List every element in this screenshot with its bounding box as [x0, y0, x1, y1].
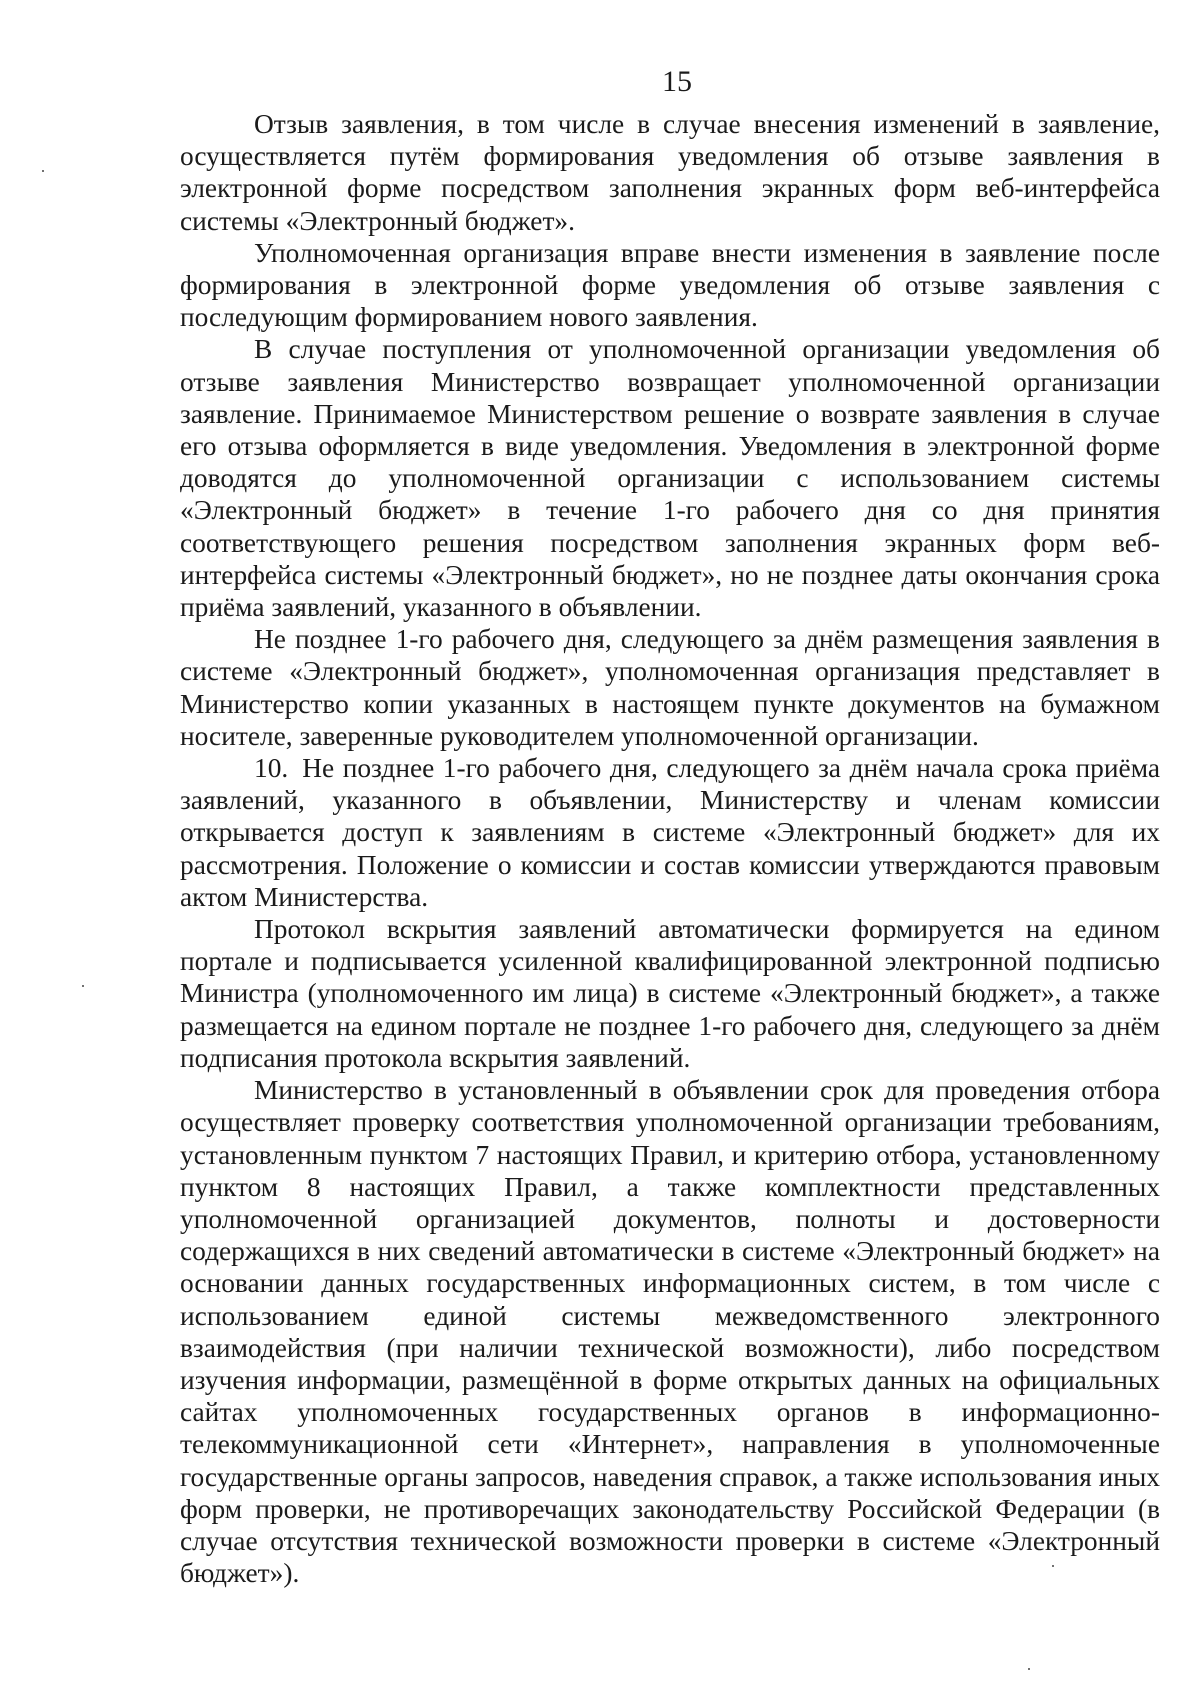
paragraph-opening-protocol	[180, 913, 1160, 1074]
paragraph-text: Протокол вскрытия заявлений автоматически формируется на едином портале и подписывается усиленной квалифицированной электронной подписью Министра (уполномоченного им лица) в системе «Электронный бюджет», а также размещается на едином портале не позднее 1-го рабочего дня, следующего за днём подписания протокола вскрытия заявлений.	[180, 914, 1160, 1073]
paragraph-text: Не позднее 1-го рабочего дня, следующего за днём начала срока приёма заявлений, указанного в объявлении, Министерству и членам комиссии открывается доступ к заявлениям в системе «Электронный бюджет» для их рассмотрения. Положение о комиссии и состав комиссии утверждаются правовым актом Министерства.	[180, 753, 1160, 912]
paragraph-revocation	[180, 108, 1160, 237]
paragraph-paper-copies	[180, 623, 1160, 752]
paragraph-verification	[180, 1074, 1160, 1589]
paragraph-text: Отзыв заявления, в том числе в случае внесения изменений в заявление, осуществляется путём формирования уведомления об отзыве заявления в электронной форме посредством заполнения экранных форм веб-интерфейса системы «Электронный бюджет».	[180, 109, 1160, 236]
paragraph-return-of-application	[180, 333, 1160, 623]
paragraph-text: Министерство в установленный в объявлении срок для проведения отбора осуществляет проверку соответствия уполномоченной организации требованиям, установленным пунктом 7 настоящих Правил, и критерию отбора, установленному пунктом 8 настоящих Правил, а также комплектности представленных уполномоченной организацией документов, полноты и достоверности содержащихся в них сведений автоматически в системе «Электронный бюджет» на основании данных государственных информационных систем, в том числе с использованием единой системы межведомственного электронного взаимодействия (при наличии технической возможности), либо посредством изучения информации, размещённой в форме открытых данных на официальных сайтах уполномоченных государственных органов в информационно-телекоммуникационной сети «Интернет», направления в уполномоченные государственные органы запросов, наведения справок, а также использования иных форм проверки, не противоречащих законодательству Российской Федерации (в случае отсутствия технической возможности проверки в системе «Электронный бюджет»).	[180, 1075, 1160, 1589]
paragraph-text: В случае поступления от уполномоченной организации уведомления об отзыве заявления Министерство возвращает уполномоченной организации заявление. Принимаемое Министерством решение о возврате заявления в случае его отзыва оформляется в виде уведомления. Уведомления в электронной форме доводятся до уполномоченной организации с использованием системы «Электронный бюджет» в течение 1-го рабочего дня со дня принятия соответствующего решения посредством заполнения экранных форм веб-интерфейса системы «Электронный бюджет», но не позднее даты окончания срока приёма заявлений, указанного в объявлении.	[180, 334, 1160, 623]
paragraph-number: 10.	[254, 753, 289, 784]
scan-speck	[42, 170, 44, 172]
paragraph-text: Не позднее 1-го рабочего дня, следующего за днём размещения заявления в системе «Электронный бюджет», уполномоченная организация представляет в Министерство копии указанных в настоящем пункте документов на бумажном носителе, заверенные руководителем уполномоченной организации.	[180, 624, 1160, 751]
document-body	[180, 108, 1160, 1589]
paragraph-amendment	[180, 237, 1160, 334]
scan-speck	[1028, 1668, 1030, 1670]
paragraph-text: Уполномоченная организация вправе внести изменения в заявление после формирования в электронной форме уведомления об отзыве заявления с последующим формированием нового заявления.	[180, 237, 1160, 333]
paragraph-item-10	[180, 752, 1160, 913]
scan-speck	[82, 985, 84, 987]
scan-speck	[1052, 1565, 1054, 1567]
page-number: 15	[662, 65, 692, 98]
